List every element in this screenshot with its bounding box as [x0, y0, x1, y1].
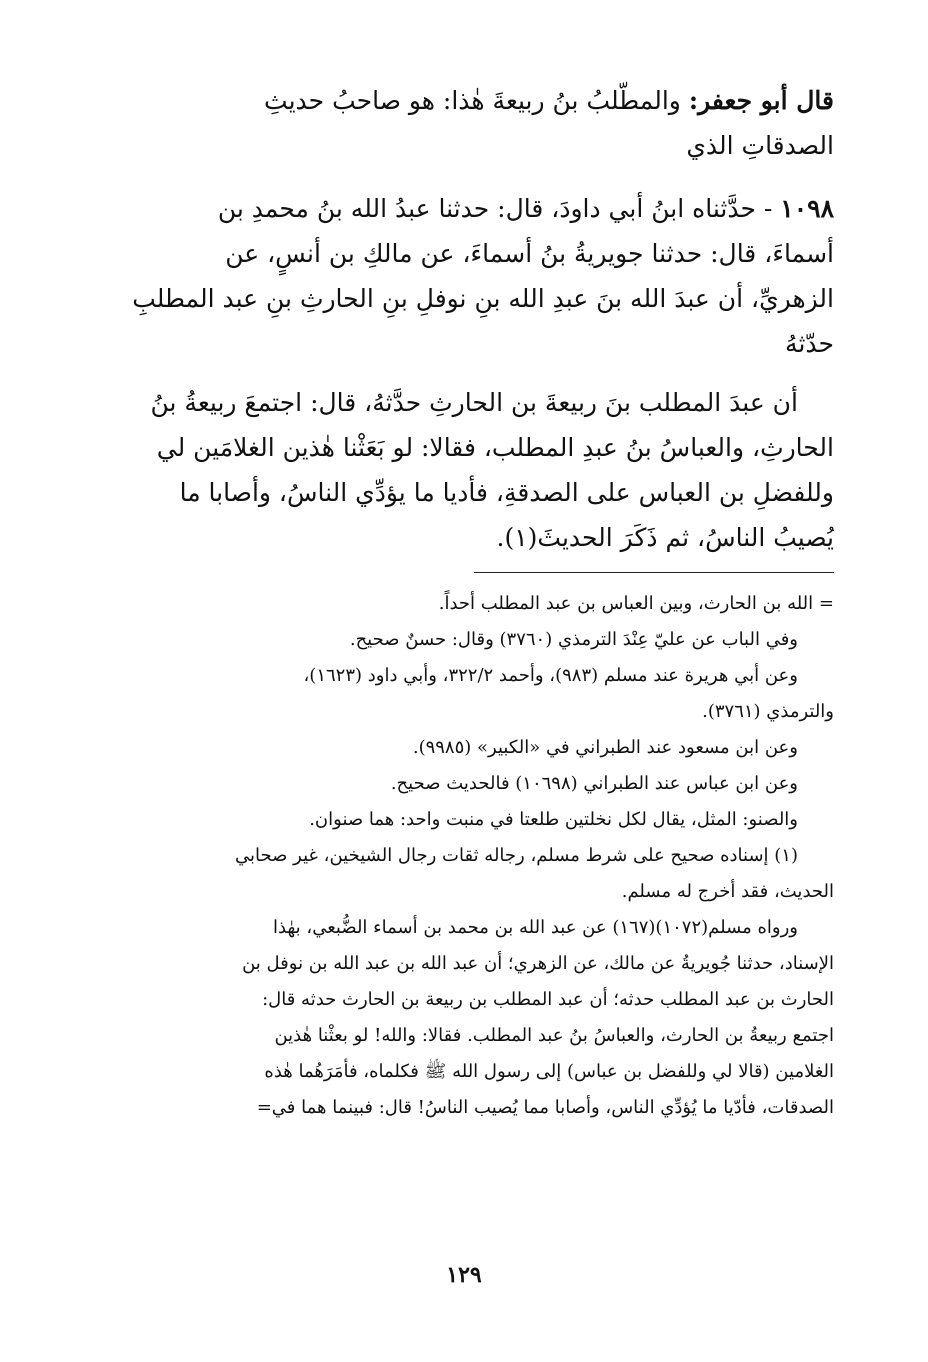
footnote-line-12: الحارث بن عبد المطلب حدثه؛ أن عبد المطلب بن ربيعة بن الحارث حدثه قال: [262, 989, 834, 1010]
footnote-line-10: ورواه مسلم(١٠٧٢)(١٦٧) عن عبد الله بن محمد بن أسماء الضُّبعي، بهٰذا [272, 917, 798, 938]
opening-line-2: الصدقاتِ الذي [686, 131, 834, 160]
matn-line-4: يُصيبُ الناسُ، ثم ذَكَرَ الحديثَ(١). [496, 523, 834, 552]
footnote-line-13: اجتمع ربيعةُ بن الحارث، والعباسُ بنُ عبد المطلب. فقالا: والله! لو بعثْنا هٰذين [274, 1025, 834, 1046]
opening-paragraph [128, 78, 834, 168]
footnote-line-6: وعن ابن عباس عند الطبراني (١٠٦٩٨) فالحديث صحيح. [390, 773, 798, 794]
isnad-line-4: حدّثهُ [785, 329, 834, 358]
footnote-separator [474, 572, 834, 573]
matn-line-1: أن عبدَ المطلب بنَ ربيعةَ بن الحارثِ حدَّثهُ، قال: اجتمعَ ربيعةُ بنُ [150, 388, 798, 417]
isnad-line-3: الزهريِّ، أن عبدَ الله بنَ عبدِ الله بنِ نوفلِ بنِ الحارثِ بنِ عبد المطلبِ [132, 284, 834, 313]
footnote-line-5: وعن ابن مسعود عند الطبراني في «الكبير» (٩٩٨٥). [412, 737, 798, 758]
page-number: ١٢٩ [446, 1262, 482, 1288]
footnote-line-2: وفي الباب عن عليّ عِنْدَ الترمذي (٣٧٦٠) وقال: حسنٌ صحيح. [349, 629, 798, 650]
hadith-number: ١٠٩٨ [780, 194, 834, 223]
hadith-isnad [128, 186, 834, 366]
footnote-line-15: الصدقات، فأدّيا ما يُؤدِّي الناس، وأصابا مما يُصيب الناسُ! قال: فبينما هما في= [256, 1097, 834, 1118]
footnote-line-11: الإسناد، حدثنا جُويريةُ عن مالك، عن الزهري؛ أن عبد الله بن عبد الله بن نوفل بن [242, 953, 834, 974]
footnote-line-14: الغلامين (قالا لي وللفضل بن عباس) إلى رسول الله ﷺ فكلماه، فأمَرَهُما هٰذه [264, 1061, 834, 1082]
footnote-line-4: والترمذي (٣٧٦١). [702, 701, 834, 722]
matn-line-3: وللفضلِ بن العباس على الصدقةِ، فأديا ما يؤدِّي الناسُ، وأصابا ما [179, 478, 834, 507]
footnote-line-3: وعن أبي هريرة عند مسلم (٩٨٣)، وأحمد ٣٢٢/٢، وأبي داود (١٦٢٣)، [303, 665, 798, 686]
footnote-line-7: والصنو: المثل، يقال لكل نخلتين طلعتا في منبت واحد: هما صنوان. [309, 809, 798, 830]
footnotes [128, 586, 834, 1126]
continuation-mark: = [818, 593, 834, 614]
narrator-lead: قال أبو جعفر: [688, 86, 834, 115]
matn-line-2: الحارثِ، والعباسُ بنُ عبدِ المطلب، فقالا: لو بَعَثْنا هٰذين الغلامَين لي [156, 433, 834, 462]
footnote-line-8: (١) إسناده صحيح على شرط مسلم، رجاله ثقات رجال الشيخين، غير صحابي [235, 845, 798, 866]
opening-line-1: قال أبو جعفر: والمطّلبُ بنُ ربيعةَ هٰذا: هو صاحبُ حديثِ [264, 86, 834, 115]
isnad-line-2: أسماءَ، قال: حدثنا جويريةُ بنُ أسماءَ، عن مالكِ بن أنسٍ، عن [225, 239, 834, 268]
footnote-line-1: = الله بن الحارث، وبين العباس بن عبد المطلب أحداً. [438, 593, 834, 614]
hadith-matn [128, 380, 834, 560]
footnote-line-9: الحديث، فقد أخرج له مسلم. [621, 881, 834, 902]
isnad-line-1: ١٠٩٨ - حدَّثناه ابنُ أبي داودَ، قال: حدثنا عبدُ الله بنُ محمدِ بن [217, 194, 834, 223]
